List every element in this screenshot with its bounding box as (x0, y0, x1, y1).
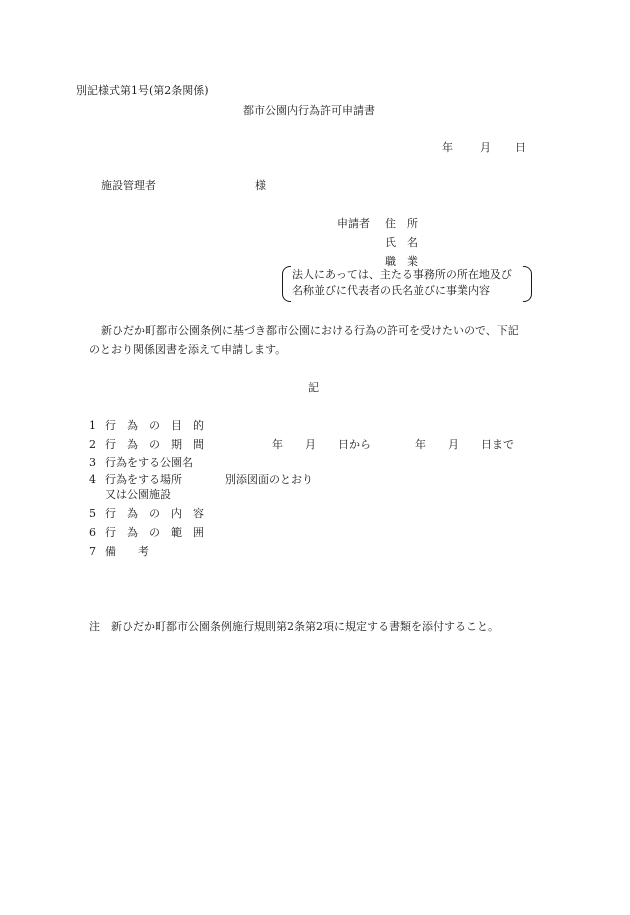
item-label: 又は公園施設 (105, 488, 171, 501)
list-item (89, 526, 217, 540)
footnote: 注 新ひだか町都市公園条例施行規則第2条第2項に規定する書類を添付すること。 (89, 620, 499, 633)
body-text-line2: のとおり関係図書を添えて申請します。 (89, 343, 287, 356)
list-item (89, 507, 217, 521)
list-item-continuation (105, 488, 171, 502)
addressee-name: 施設管理者 (101, 179, 156, 192)
item-label: 行為をする公園名 (105, 456, 193, 469)
applicant-address: 住 所 (385, 217, 418, 230)
date-month: 月 (480, 141, 491, 154)
applicant-name: 氏 名 (385, 236, 418, 249)
item-number: 3 (89, 456, 96, 469)
corporate-note-line1: 法人にあっては、主たる事務所の所在地及び (292, 268, 512, 281)
list-item (89, 456, 217, 470)
ki-heading: 記 (308, 381, 319, 394)
list-item (89, 419, 217, 433)
corporate-note (282, 266, 532, 302)
item-number: 5 (89, 507, 96, 520)
item-label: 備 考 (105, 545, 149, 558)
applicant-occupation: 職 業 (385, 255, 418, 268)
item-value: 別添図面のとおり (225, 473, 313, 486)
body-text-line1: 新ひだか町都市公園条例に基づき都市公園における行為の許可を受けたいので、下記 (101, 324, 519, 337)
item-label: 行 為 の 目 的 (105, 419, 204, 432)
item-number: 6 (89, 526, 96, 539)
date-day: 日 (515, 141, 526, 154)
item-number: 4 (89, 473, 96, 486)
form-label: 別記様式第1号(第2条関係) (76, 84, 209, 97)
list-item (89, 438, 514, 452)
corporate-note-line2: 名称並びに代表者の氏名並びに事業内容 (292, 284, 490, 297)
item-number: 1 (89, 419, 96, 432)
addressee-honorific: 様 (255, 179, 266, 192)
item-number: 7 (89, 545, 96, 558)
date-year: 年 (442, 141, 453, 154)
left-bracket (282, 266, 291, 302)
item-label: 行 為 の 内 容 (105, 507, 204, 520)
document-title: 都市公園内行為許可申請書 (243, 104, 375, 117)
list-item (89, 545, 217, 559)
item-number: 2 (89, 438, 96, 451)
right-bracket (523, 266, 532, 302)
item-label: 行為をする場所 (105, 473, 182, 486)
applicant-label: 申請者 (337, 217, 370, 230)
item-label: 行 為 の 範 囲 (105, 526, 204, 539)
list-item (89, 473, 313, 487)
item-value: 年 月 日から 年 月 日まで (272, 438, 514, 451)
item-label: 行 為 の 期 間 (105, 438, 204, 451)
